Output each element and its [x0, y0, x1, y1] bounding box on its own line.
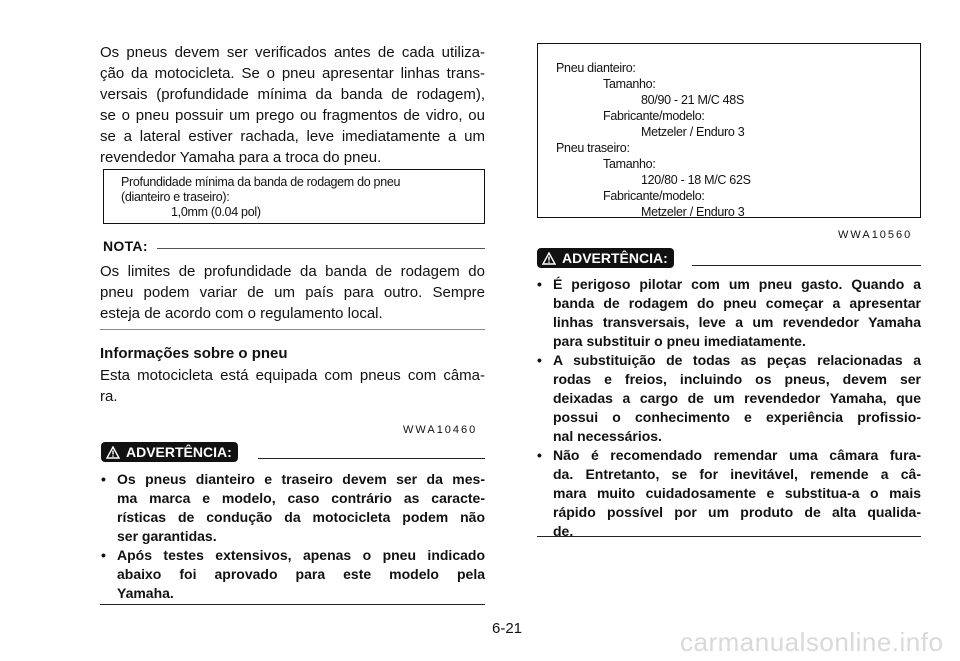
- warning-code: WWA10460: [403, 424, 478, 436]
- warning-triangle-icon: [106, 446, 120, 459]
- tread-depth-subtitle: (dianteiro e traseiro):: [121, 190, 230, 204]
- warning-badge: [537, 248, 674, 268]
- warning-label: ADVERTÊNCIA:: [562, 250, 668, 266]
- tire-info-heading: Informações sobre o pneu: [100, 345, 288, 362]
- rear-size-value: 120/80 - 18 M/C 62S: [641, 173, 751, 187]
- warning-header-rule: [258, 458, 485, 459]
- bullet-icon: •: [101, 471, 106, 487]
- warning-item: • Após testes extensivos, apenas o pneu indicado abaixo foi aprovado para este modelo pela Yamaha.: [101, 547, 485, 601]
- front-size-value: 80/90 - 21 M/C 48S: [641, 93, 744, 107]
- paragraph-line: pneu podem variar de um país para outro. Sempre: [100, 284, 485, 301]
- bullet-icon: •: [101, 547, 106, 563]
- warning-item: • Não é recomendado remendar uma câmara fura- da. Entretanto, se for inevitável, remende a câ- mara muito cuidadosamente e substitua-a o mais rápido possível por um produto de alta qualida- de.: [537, 447, 921, 539]
- warning-item: • Os pneus dianteiro e traseiro devem ser da mes- ma marca e modelo, caso contrário as caracte- rísticas de condução da motocicleta podem não ser garantidas.: [101, 471, 485, 544]
- paragraph-line: se o pneu possuir um prego ou fragmentos de vidro, ou: [100, 107, 485, 124]
- front-tire-label: Pneu dianteiro:: [556, 61, 636, 75]
- warning-triangle-icon: [542, 252, 556, 265]
- warning-item: • É perigoso pilotar com um pneu gasto. Quando a banda de rodagem do pneu começar a apresentar linhas transversais, leve a um revendedor Yamaha para substituir o pneu imediatamente.: [537, 276, 921, 349]
- warning-header-rule: [692, 265, 921, 266]
- tread-depth-box: [103, 169, 485, 224]
- paragraph-line: ra.: [100, 388, 118, 405]
- warning-list: [536, 275, 921, 541]
- warning-label: ADVERTÊNCIA:: [126, 444, 232, 460]
- site-watermark: carmanualsonline.info: [680, 627, 944, 657]
- warning-end-rule: [537, 536, 921, 537]
- warning-item: • A substituição de todas as peças relacionadas a rodas e freios, incluindo os pneus, devem ser deixadas a cargo de um revendedor Yamaha, que possui o conhecimento e experiência profissio- nal necessários.: [537, 352, 921, 444]
- note-end-divider: [100, 329, 485, 330]
- paragraph-line: Os pneus devem ser verificados antes de cada utiliza-: [100, 44, 485, 61]
- warning-badge: [101, 442, 238, 462]
- warning-code: WWA10560: [838, 229, 913, 241]
- paragraph-line: revendedor Yamaha para a troca do pneu.: [100, 149, 382, 166]
- tire-check-paragraph: [100, 42, 485, 168]
- warning-end-rule: [100, 604, 485, 605]
- paragraph-line: ção da motocicleta. Se o pneu apresentar linhas trans-: [100, 65, 485, 82]
- tire-info-paragraph: [100, 365, 485, 407]
- warning-list: [100, 470, 485, 603]
- rear-tire-label: Pneu traseiro:: [556, 141, 630, 155]
- tread-depth-title: Profundidade mínima da banda de rodagem do pneu: [121, 175, 401, 189]
- paragraph-line: Os limites de profundidade da banda de rodagem do: [100, 263, 485, 280]
- tire-spec-box: [537, 43, 921, 218]
- bullet-icon: •: [537, 276, 542, 292]
- page-number: 6-21: [492, 620, 523, 637]
- paragraph-line: esteja de acordo com o regulamento local.: [100, 305, 383, 322]
- rear-maker-value: Metzeler / Enduro 3: [641, 205, 745, 219]
- front-maker-label: Fabricante/modelo:: [603, 109, 705, 123]
- front-maker-value: Metzeler / Enduro 3: [641, 125, 745, 139]
- bullet-icon: •: [537, 352, 542, 368]
- note-paragraph: [100, 261, 485, 324]
- paragraph-line: Esta motocicleta está equipada com pneus com câma-: [100, 367, 485, 384]
- note-label: NOTA:: [103, 238, 148, 254]
- rear-size-label: Tamanho:: [603, 157, 656, 171]
- paragraph-line: se a lateral estiver rachada, leve imediatamente a um: [100, 128, 485, 145]
- note-divider: [157, 248, 485, 249]
- bullet-icon: •: [537, 447, 542, 463]
- tread-depth-value: 1,0mm (0.04 pol): [171, 205, 261, 219]
- paragraph-line: versais (profundidade mínima da banda de rodagem),: [100, 86, 485, 103]
- rear-maker-label: Fabricante/modelo:: [603, 189, 705, 203]
- front-size-label: Tamanho:: [603, 77, 656, 91]
